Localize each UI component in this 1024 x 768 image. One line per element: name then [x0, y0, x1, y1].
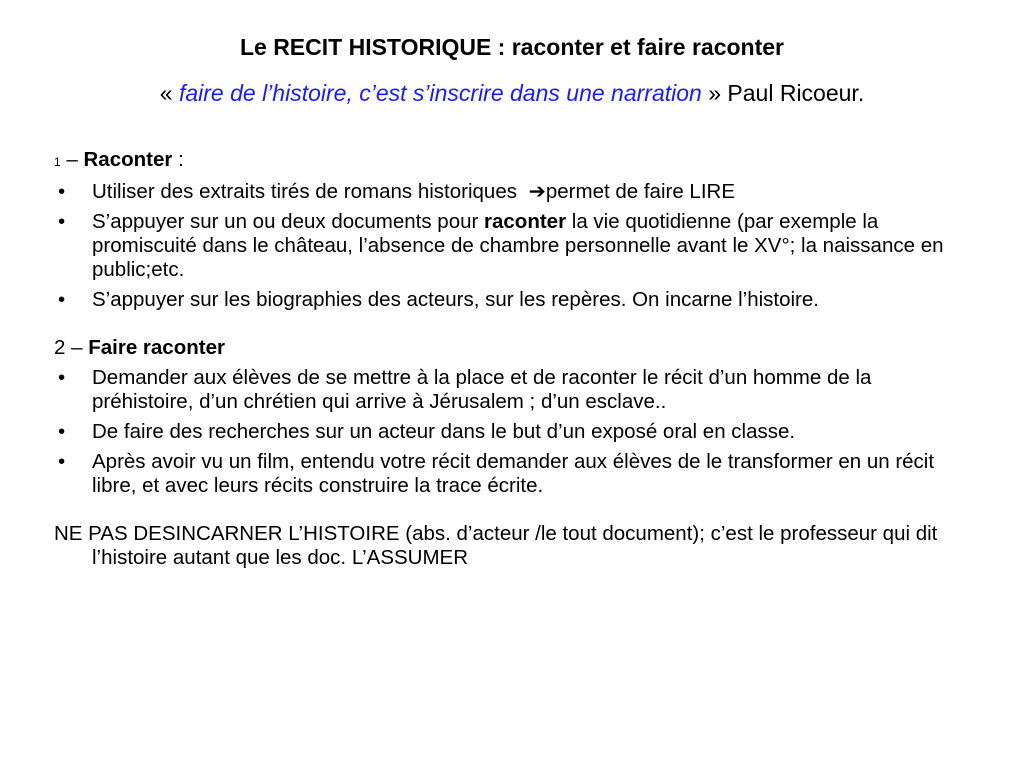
list-item: [54, 288, 974, 312]
quote-line: [0, 78, 1024, 108]
bullet-bold-word: raconter: [484, 210, 567, 233]
bullet-mark: •: [58, 288, 66, 311]
bullet-mark: •: [58, 450, 66, 473]
bullet-text: De faire des recherches sur un acteur dans le but d’un exposé oral en classe.: [92, 420, 796, 443]
quote-text: faire de l’histoire, c’est s’inscrire dans une narration: [178, 80, 702, 106]
bullet-mark: •: [58, 210, 66, 233]
bullet-text: Demander aux élèves de se mettre à la place et de raconter le récit d’un homme de la préhistoire, d’un chrétien qui arrive à Jérusalem ; d’un esclave..: [92, 366, 872, 413]
bullet-text: S’appuyer sur les biographies des acteurs, sur les repères. On incarne l’histoire.: [92, 288, 819, 311]
arrow-right-icon: ➔: [528, 180, 546, 203]
list-item: [54, 210, 974, 282]
spacer: [54, 498, 974, 522]
bullet-text-continued: la vie quotidienne (par exemple la promiscuité dans le château, l’absence de chambre personnelle avant le XV°; la naissance en public;etc.: [92, 210, 944, 281]
list-item: [54, 420, 974, 444]
section1-list: [54, 180, 974, 312]
quote-open: «: [159, 80, 173, 106]
list-item: [54, 366, 974, 414]
section1-label: Raconter: [83, 148, 173, 171]
bullet-text-continued: permet de faire LIRE: [545, 180, 736, 203]
bullet-text: S’appuyer sur un ou deux documents pour: [92, 210, 479, 233]
section2-dash: –: [71, 336, 83, 359]
section1-heading: [54, 148, 974, 174]
section1-number: 1: [54, 155, 61, 169]
quote-author: Paul Ricoeur.: [727, 80, 865, 106]
section2-heading: [54, 336, 974, 360]
slide-title: Le RECIT HISTORIQUE : raconter et faire raconter: [239, 34, 785, 60]
quote-close: »: [708, 80, 722, 106]
closing-statement: NE PAS DESINCARNER L’HISTOIRE (abs. d’acteur /le tout document); c’est le professeur qui dit l’histoire autant que les doc. L’ASSUMER: [54, 522, 938, 569]
bullet-mark: •: [58, 366, 66, 389]
slide-body: [54, 148, 974, 570]
bullet-text: Après avoir vu un film, entendu votre récit demander aux élèves de le transformer en un récit libre, et avec leurs récits construire la trace écrite.: [92, 450, 935, 497]
bullet-mark: •: [58, 180, 66, 203]
section1-dash: –: [66, 148, 78, 171]
list-item: [54, 450, 974, 498]
list-item: [54, 180, 974, 204]
section2-list: [54, 366, 974, 498]
bullet-mark: •: [58, 420, 66, 443]
bullet-text: Utiliser des extraits tirés de romans historiques: [92, 180, 517, 203]
section2-label: Faire raconter: [88, 336, 225, 359]
section1-suffix: :: [178, 148, 184, 171]
spacer: [54, 312, 974, 336]
section2-number: 2: [54, 336, 66, 359]
